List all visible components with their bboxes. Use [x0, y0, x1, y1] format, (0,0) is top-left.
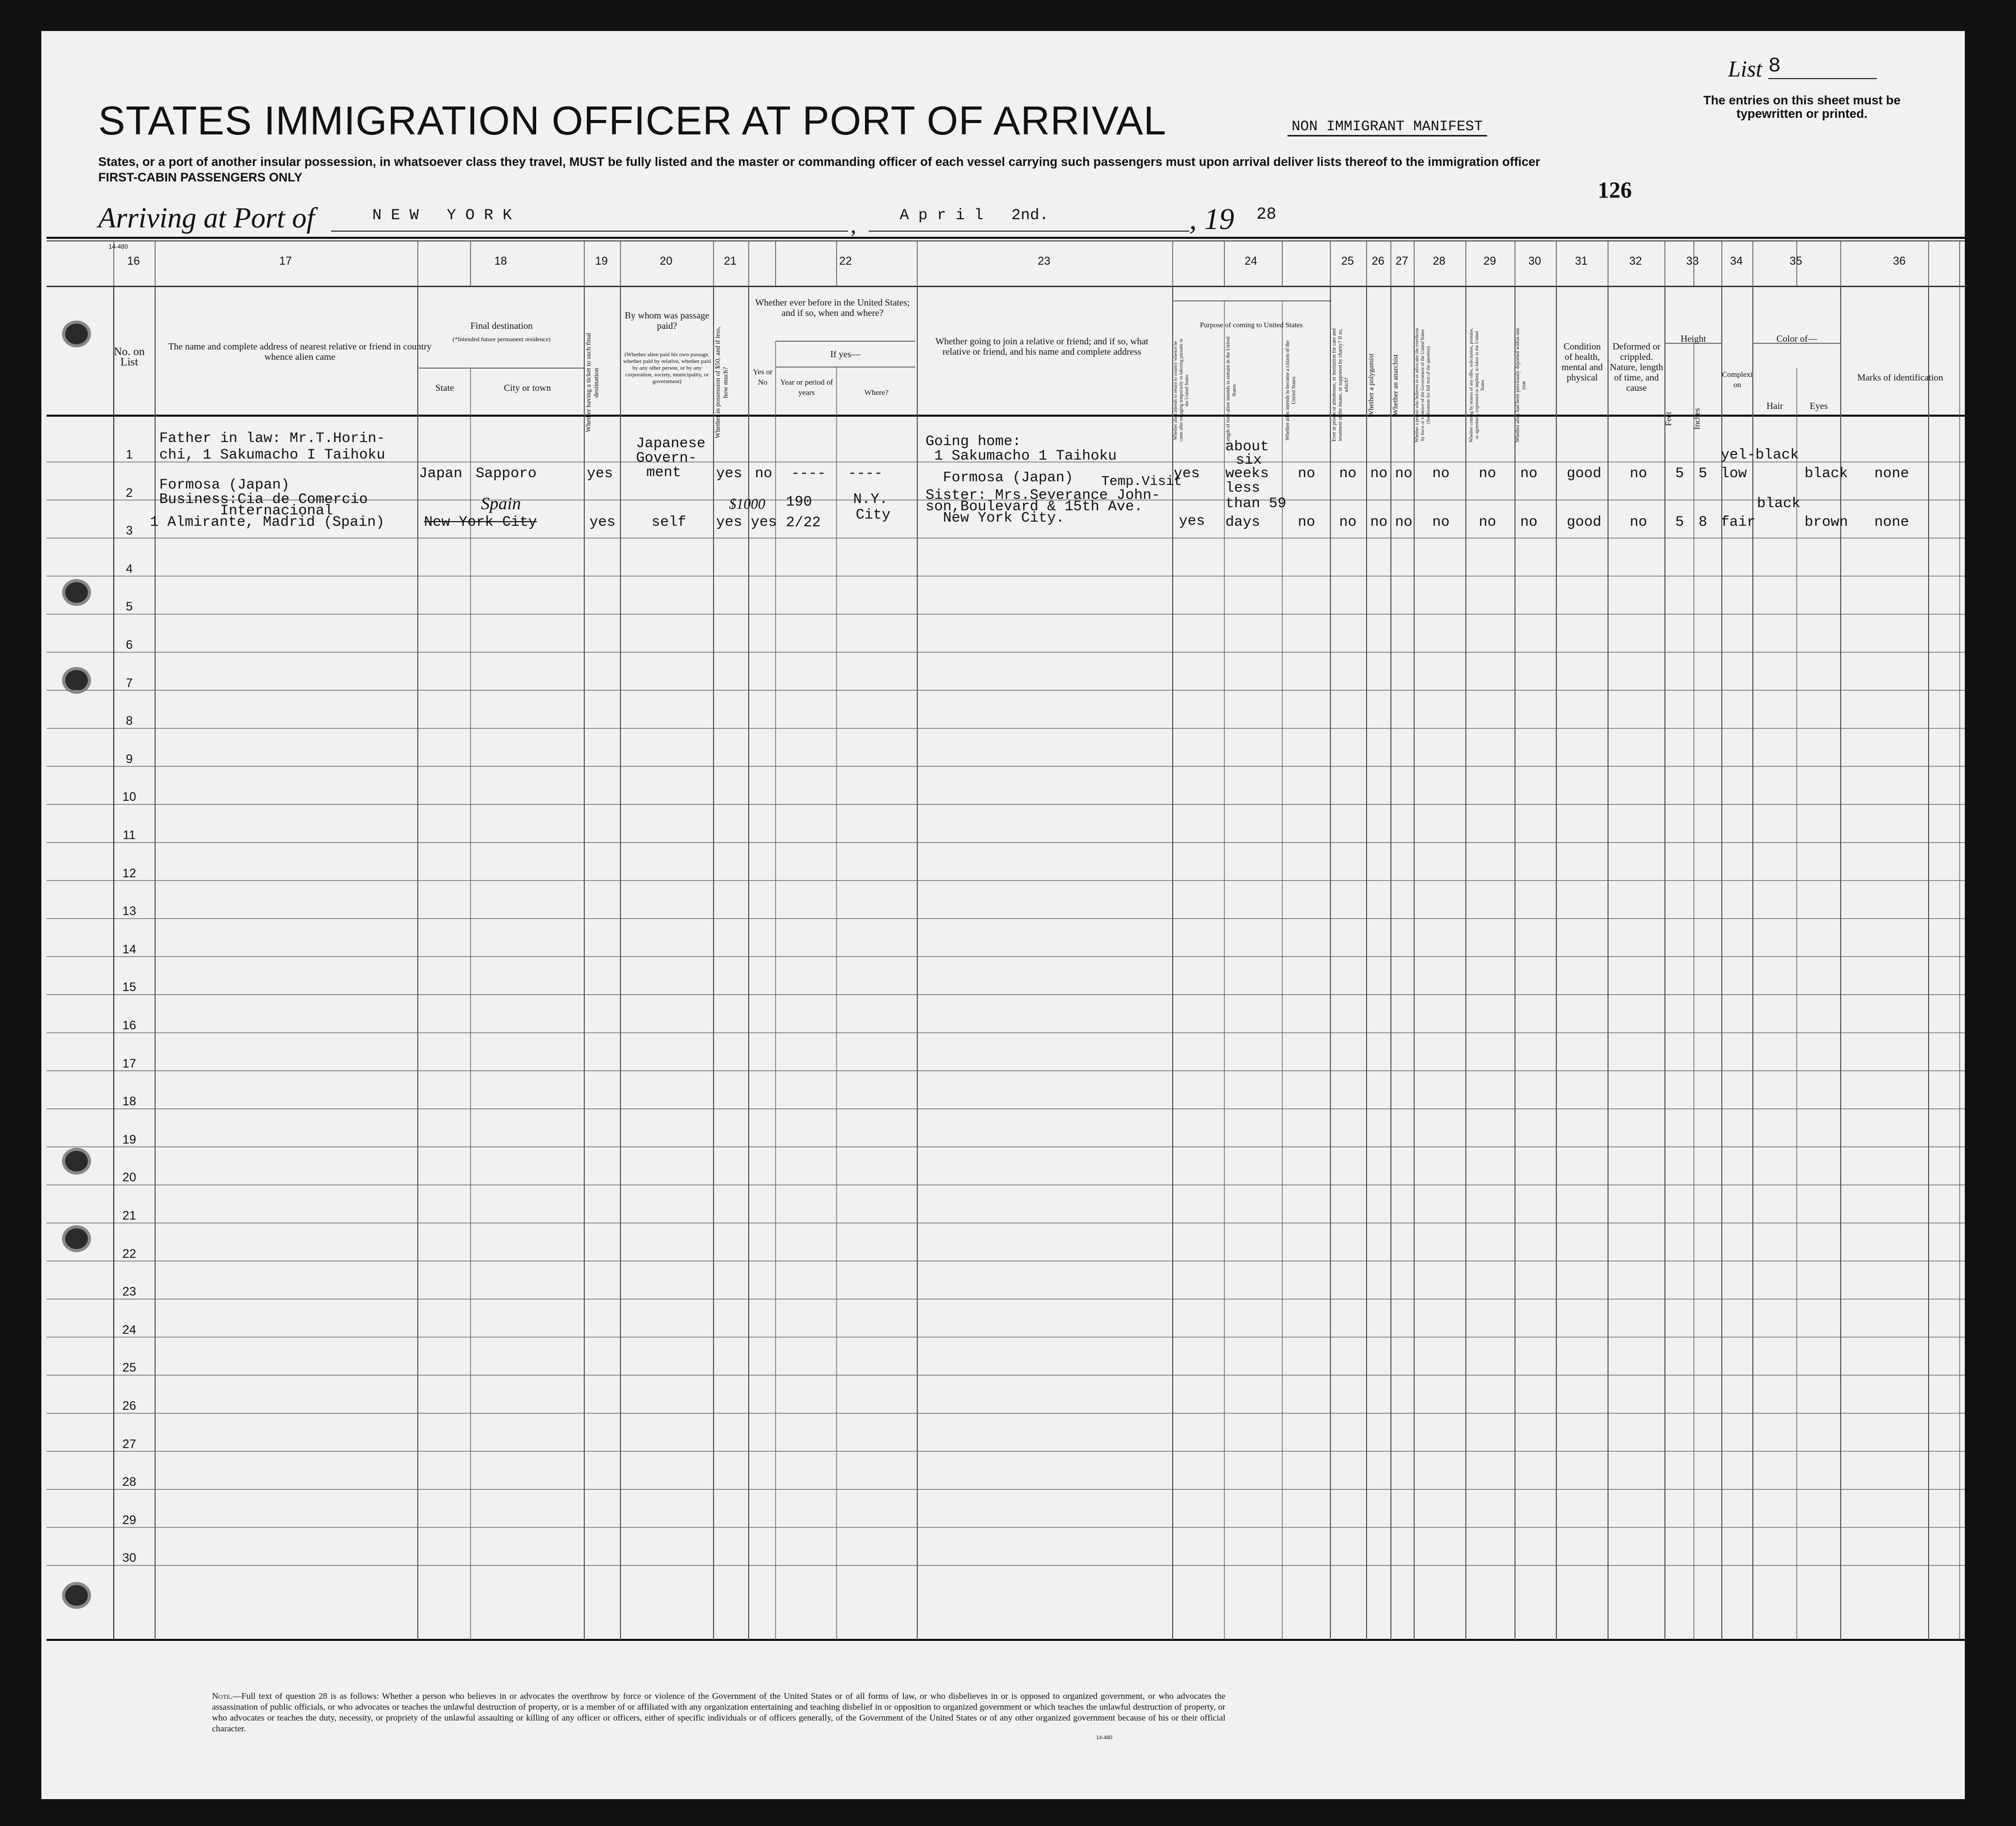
entry-where: ---- — [848, 466, 883, 482]
year-prefix-text: 19 — [1204, 202, 1234, 236]
entry-ticket: yes — [587, 466, 613, 482]
header-col29: Whether coming by reason of any offer, solicitation, promise, or agreement, expressed or implied, to labor in the United States — [1468, 328, 1485, 443]
header-purpose-return: Whether alien intends to return to country whence he came after engaging temporarily in laboring pursuits in the United States — [1173, 339, 1189, 442]
entry-complexion: low — [1721, 466, 1747, 482]
entry-joining: New York City. — [926, 510, 1065, 526]
header-purpose-length: Length of time alien intends to remain in the United States — [1225, 337, 1237, 445]
row-number: 7 — [126, 676, 133, 690]
row-number: 6 — [126, 638, 133, 652]
entry-polygamist: no — [1370, 514, 1388, 530]
entry-passage: Govern- — [636, 450, 697, 466]
entry-before: yes — [751, 514, 777, 530]
row-number: 29 — [122, 1513, 137, 1527]
column-number: 36 — [1893, 254, 1906, 267]
column-number: 28 — [1433, 254, 1446, 267]
entry-col29: no — [1479, 466, 1496, 482]
entry-passage: Japanese — [636, 436, 706, 452]
entry-feet: 5 — [1675, 466, 1684, 482]
entry-length: days — [1225, 514, 1261, 530]
entry-city: Sapporo — [476, 466, 537, 482]
list-number: 8 — [1768, 55, 1877, 79]
header-complexion: Complexion — [1722, 371, 1753, 389]
header-possession: Whether in possession of $50, and if less, how much? — [714, 326, 729, 439]
row-number: 26 — [122, 1399, 137, 1413]
header-marks: Marks of identification — [1857, 372, 1943, 383]
entry-length: about — [1225, 439, 1269, 455]
date-value: A p r i l 2nd. — [900, 207, 1049, 224]
row-number: 21 — [122, 1209, 137, 1223]
entry-col28: no — [1432, 514, 1450, 530]
entry-relative-line: Father in law: Mr.T.Horin- — [159, 431, 385, 447]
row-number: 10 — [122, 790, 137, 804]
row-number: 8 — [126, 714, 133, 728]
entry-city-struck: New York City — [424, 514, 537, 530]
row-number: 12 — [122, 866, 137, 880]
entry-money: yes — [716, 466, 742, 482]
manifest-type: NON IMMIGRANT MANIFEST — [1287, 119, 1487, 136]
entry-passage: self — [651, 514, 687, 530]
row-number: 28 — [122, 1475, 137, 1489]
entry-joining: son,Boulevard & 15th Ave. — [926, 499, 1143, 515]
entry-joining: Going home: — [926, 434, 1021, 450]
column-number: 32 — [1629, 254, 1642, 267]
entry-year: ---- — [791, 466, 826, 482]
entry-anarchist: no — [1395, 514, 1413, 530]
entry-relative-line: Formosa (Japan) — [159, 477, 290, 493]
row-number: 9 — [126, 752, 133, 766]
row-number: 24 — [122, 1322, 137, 1337]
header-passage-sub: (Whether alien paid his own passage, whether paid by relative, whether paid by any other person, or by any corporation, society, municipality, or government) — [623, 352, 711, 385]
year-suffix: 28 — [1256, 205, 1277, 224]
row-number: 17 — [122, 1056, 137, 1071]
footnote — [212, 1691, 1225, 1734]
row-number: 30 — [122, 1551, 137, 1565]
column-number: 23 — [1038, 254, 1051, 267]
entry-relative-line: 1 Almirante, Madrid (Spain) — [150, 514, 385, 530]
column-number: 16 — [127, 254, 140, 267]
row-number: 16 — [122, 1018, 137, 1032]
entry-eyes: brown — [1805, 514, 1848, 530]
header-ever-before: Whether ever before in the United States; and if so, when and where? — [755, 297, 910, 318]
arriving-label: Arriving at Port of — [98, 202, 315, 234]
comma: , — [851, 212, 856, 238]
entry-length: less — [1225, 480, 1261, 496]
entry-deformed: no — [1630, 514, 1647, 530]
header-ticket: Whether having a ticket to such final destination — [584, 332, 600, 433]
header-prison: Ever in prison or almshouse, or institution for care and treatment of the insane, or supported by charity? If so, which? — [1331, 328, 1350, 442]
page-title: STATES IMMIGRATION OFFICER AT PORT OF ARRIVAL — [98, 98, 1167, 143]
header-relative: The name and complete address of nearest relative or friend in country whence alien came — [168, 341, 432, 362]
header-anarchist: Whether an anarchist — [1392, 354, 1400, 416]
header-no-on-list: No. on List — [114, 345, 145, 368]
entries-note: The entries on this sheet must be typewritten or printed. — [1703, 94, 1901, 121]
entry-joining: Formosa (Japan) — [926, 470, 1073, 486]
row-number: 19 — [122, 1132, 137, 1147]
column-number: 19 — [595, 254, 608, 267]
manifest-sheet — [41, 31, 1965, 1799]
year-prefix: , 19 — [1189, 202, 1234, 236]
entry-health: good — [1567, 514, 1602, 530]
header-hair: Hair — [1766, 401, 1783, 411]
column-number: 35 — [1790, 254, 1802, 267]
entry-health: good — [1567, 466, 1602, 482]
column-number: 24 — [1245, 254, 1257, 267]
row-number: 18 — [122, 1094, 137, 1109]
entry-eyes: black — [1805, 466, 1848, 482]
header-final-destination: Final destination — [470, 321, 533, 331]
row-number: 3 — [126, 524, 133, 538]
manifest-grid — [41, 31, 1965, 1799]
entry-length: six — [1236, 452, 1262, 468]
header-passage: By whom was passage paid? — [625, 310, 709, 331]
column-number: 17 — [279, 254, 292, 267]
list-label: List — [1728, 56, 1763, 82]
intro-text: States, or a port of another insular possession, in whatsoever class they travel, MUST be fully listed and the master or commanding officer of each vessel carrying such passengers must upon arrival deliver lists thereof to the immigration officer — [98, 155, 1540, 169]
header-height: Height — [1680, 333, 1706, 344]
entry-length: weeks — [1225, 466, 1269, 482]
column-number: 18 — [494, 254, 507, 267]
header-polygamist: Whether a polygamist — [1368, 353, 1375, 417]
entry-purpose-visit: Temp.Visit — [1101, 474, 1183, 489]
entry-return: yes — [1179, 513, 1205, 529]
footnote-form-code: 14-480 — [1096, 1735, 1113, 1741]
entry-complexion: fair — [1721, 514, 1756, 530]
row-number: 5 — [126, 600, 133, 614]
row-number: 1 — [126, 448, 133, 462]
entry-passage: ment — [646, 465, 681, 481]
entry-polygamist: no — [1370, 466, 1388, 482]
header-year-period: Year or period of years — [780, 378, 833, 397]
entry-year: 1902/22 — [786, 494, 821, 531]
entry-complexion: yel- — [1721, 447, 1756, 463]
entry-feet: 5 — [1675, 514, 1684, 530]
column-number: 30 — [1528, 254, 1541, 267]
entry-deformed: no — [1630, 466, 1647, 482]
sheet-number: 126 — [1598, 177, 1632, 203]
footnote-text: —Full text of question 28 is as follows: Whether a person who believes in or advocates the overthrow by force or violence of the Government of the United States or of all forms of law, or who disbelieves in or is opposed to organized government, or who advocates the assassination of public officials, or who advocates or teaches the unlawful destruction of property, or is a member of or affiliated with any organization entertaining and teaching disbelief in or opposition to organized government or which teaches the unlawful destruction of property, or who advocates or teaches the duty, necessity, or propriety of the unlawful assaulting or killing of any officer or officers, either of specific individuals or of officers generally, of the Government of the United States or of any other organized government because of his or their official character. — [212, 1691, 1225, 1733]
column-number: 26 — [1372, 254, 1385, 267]
entry-money-note: $1000 — [729, 496, 765, 512]
entry-marks: none — [1874, 466, 1909, 482]
row-number: 4 — [126, 561, 133, 576]
entry-where: N.Y. — [853, 492, 888, 508]
entry-city-correction: Spain — [481, 494, 521, 513]
row-number: 22 — [122, 1246, 137, 1261]
row-number: 2 — [126, 485, 133, 500]
header-inches: Inches — [1693, 408, 1702, 430]
entry-prison: no — [1339, 466, 1357, 482]
entry-joining: Sister: Mrs.Severance John- — [926, 488, 1160, 504]
row-number: 27 — [122, 1437, 137, 1451]
header-state: State — [435, 383, 454, 393]
entry-col28: no — [1432, 466, 1450, 482]
header-color-of: Color of— — [1776, 333, 1817, 344]
column-number: 20 — [660, 254, 673, 267]
header-col30: Whether alien had been previously deported within one year — [1515, 328, 1527, 443]
column-number: 29 — [1483, 254, 1496, 267]
entry-hair: black — [1755, 447, 1799, 463]
header-feet: Feet — [1664, 412, 1673, 426]
entry-hair: black — [1757, 496, 1801, 512]
entry-col30: no — [1520, 514, 1538, 530]
entry-length: than 59 — [1225, 496, 1286, 512]
column-number: 31 — [1575, 254, 1588, 267]
entry-col29: no — [1479, 514, 1496, 530]
header-yes-no: Yes or No — [752, 368, 773, 387]
row-number: 11 — [123, 828, 136, 842]
column-number: 22 — [839, 254, 852, 267]
entry-before: no — [755, 466, 772, 482]
header-purpose: Purpose of coming to United States — [1200, 322, 1303, 329]
cabin-note: FIRST-CABIN PASSENGERS ONLY — [98, 171, 302, 185]
header-city: City or town — [504, 383, 551, 393]
header-deformed: Deformed or crippled. Nature, length of time, and cause — [1610, 341, 1663, 393]
header-eyes: Eyes — [1810, 401, 1828, 411]
entry-inches: 8 — [1699, 514, 1707, 530]
row-number: 20 — [122, 1170, 137, 1185]
entry-relative-line: chi, 1 Sakumacho I Taihoku — [159, 447, 385, 463]
column-number: 27 — [1396, 254, 1408, 267]
header-final-destination-sub: (*Intended future permanent residence) — [452, 336, 551, 343]
entry-prison: no — [1339, 514, 1357, 530]
entry-citizen: no — [1298, 514, 1315, 530]
column-number: 25 — [1341, 254, 1354, 267]
entry-money: yes — [716, 514, 742, 530]
entry-marks: none — [1874, 514, 1909, 530]
entry-relative-line: Internacional — [159, 503, 334, 519]
entry-joining: 1 Sakumacho 1 Taihoku — [926, 448, 1117, 464]
row-number: 25 — [122, 1361, 137, 1375]
header-col28: Whether a person who believes in or advocates the overthrow by force or violence of the Government of the United States (See footnote for full text of the question) — [1414, 327, 1431, 443]
entry-col30: no — [1520, 466, 1538, 482]
row-number: 23 — [122, 1285, 137, 1299]
footnote-label: Note. — [212, 1691, 233, 1701]
entry-return: yes — [1174, 466, 1200, 482]
column-number: 21 — [724, 254, 737, 267]
header-purpose-citizen: Whether alien intends to become a citizen of the United States — [1285, 340, 1297, 440]
entry-inches: 5 — [1699, 466, 1707, 482]
header-health: Condition of health, mental and physical — [1562, 341, 1603, 383]
column-number: 34 — [1730, 254, 1743, 267]
row-number: 13 — [122, 904, 137, 919]
header-if-yes: If yes— — [830, 349, 861, 359]
form-code: 14-480 — [109, 243, 128, 250]
entry-citizen: no — [1298, 466, 1315, 482]
entry-where: City — [856, 507, 891, 523]
row-number: 14 — [122, 942, 137, 956]
column-number: 33 — [1686, 254, 1699, 267]
port-value: N E W Y O R K — [372, 207, 512, 224]
entry-ticket: yes — [589, 514, 616, 530]
header-joining: Whether going to join a relative or friend; and if so, what relative or friend, and his name and complete address — [935, 336, 1148, 357]
header-where: Where? — [864, 389, 889, 397]
entry-relative-line: Business:Cia de Comercio — [159, 492, 368, 508]
entry-anarchist: no — [1395, 466, 1413, 482]
row-number: 15 — [122, 980, 137, 995]
entry-state: Japan — [419, 466, 463, 482]
